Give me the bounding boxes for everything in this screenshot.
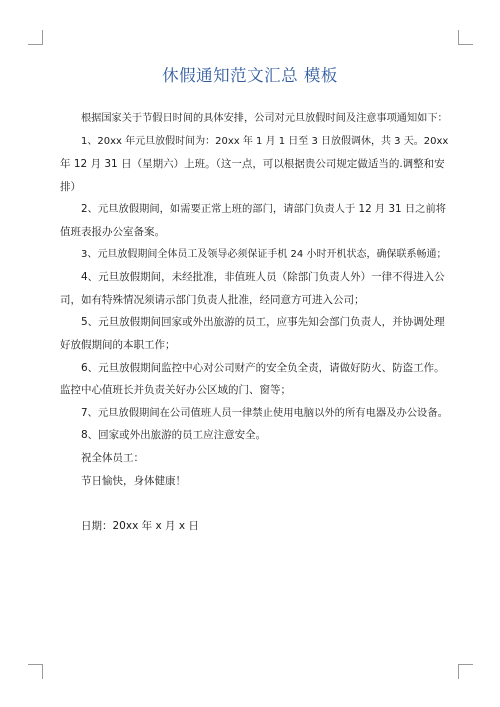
item-4-line-2: 司，如有特殊情况须请示部门负责人批准，经同意方可进入公司； bbox=[60, 293, 365, 306]
crop-mark-bottom-left bbox=[28, 664, 43, 679]
item-1-line-3: 排） bbox=[60, 180, 81, 193]
item-1-line-1: 1、20xx 年元旦放假时间为：20xx 年 1 月 1 日至 3 日放假调休，共 3 天。20xx bbox=[81, 135, 449, 147]
item-6-line-1: 6、元旦放假期间监控中心对公司财产的安全负全责，请做好防火、防盗工作。 bbox=[81, 361, 445, 374]
item-8: 8、回家或外出旅游的员工应注意安全。 bbox=[81, 429, 267, 442]
item-2-line-1: 2、元旦放假期间，如需要正常上班的部门，请部门负责人于 12 月 31 日之前将 bbox=[81, 203, 447, 216]
date-line: 日期：20xx 年 x 月 x 日 bbox=[81, 519, 199, 532]
item-6-line-2: 监控中心值班长并负责关好办公区域的门、窗等； bbox=[60, 384, 291, 397]
item-5-line-2: 好放假期间的本职工作； bbox=[60, 338, 176, 351]
crop-mark-bottom-right bbox=[458, 664, 473, 679]
blank-line bbox=[60, 492, 448, 515]
item-5-line-1: 5、元旦放假期间回家或外出旅游的员工，应事先知会部门负责人，并协调处理 bbox=[81, 316, 445, 329]
greeting: 祝全体员工： bbox=[81, 451, 144, 464]
item-7: 7、元旦放假期间在公司值班人员一律禁止使用电脑以外的所有电器及办公设备。 bbox=[81, 406, 448, 419]
item-4-line-1: 4、元旦放假期间，未经批准，非值班人员（除部门负责人外）一律不得进入公 bbox=[81, 271, 445, 284]
intro-paragraph: 根据国家关于节假日时间的具体安排，公司对元旦放假时间及注意事项通知如下： bbox=[81, 113, 448, 124]
item-2-line-2: 值班表报办公室备案。 bbox=[60, 225, 165, 238]
document-body bbox=[60, 108, 448, 537]
item-3: 3、元旦放假期间全体员工及领导必须保证手机 24 小时开机状态，确保联系畅通； bbox=[81, 248, 447, 260]
item-1-line-2: 年 12 月 31 日（星期六）上班。（这一点，可以根据贵公司规定做适当的.调整和安 bbox=[60, 158, 445, 171]
document-title: 休假通知范文汇总 模板 bbox=[162, 66, 338, 85]
wishes: 节日愉快，身体健康！ bbox=[81, 474, 186, 487]
crop-mark-top-right bbox=[458, 30, 473, 45]
crop-mark-top-left bbox=[28, 30, 43, 45]
